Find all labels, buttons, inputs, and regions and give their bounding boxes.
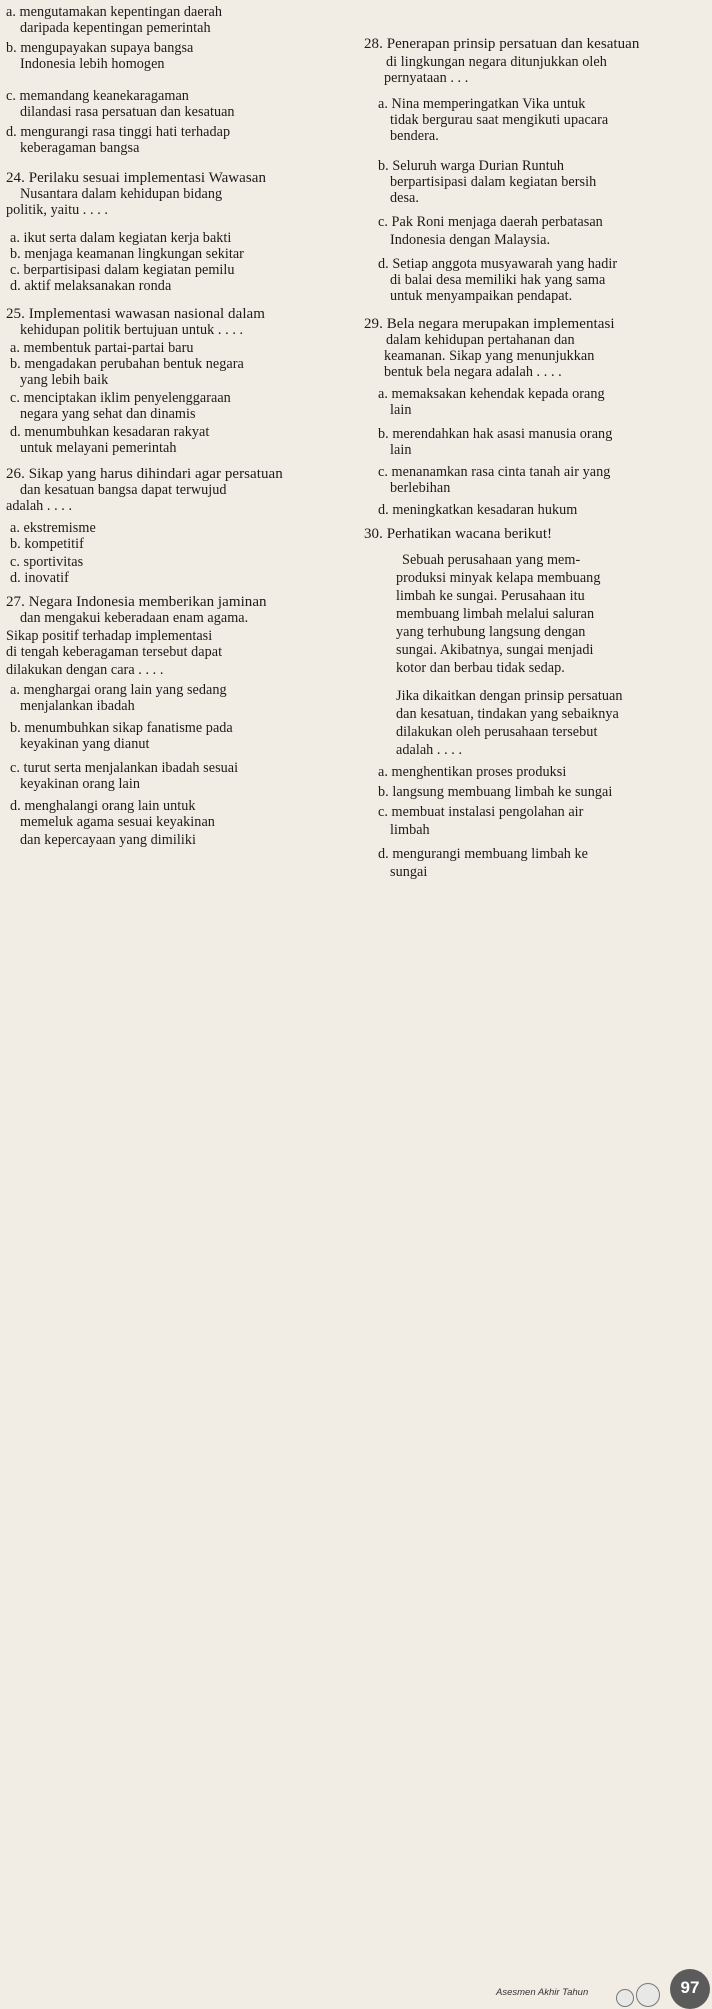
text-line: politik, yaitu . . . .	[6, 202, 108, 218]
text-line: c. membuat instalasi pengolahan air	[378, 804, 584, 820]
text-line: kehidupan politik bertujuan untuk . . . .	[20, 322, 244, 338]
text-line: a. menghentikan proses produksi	[378, 764, 567, 780]
text-line: Sebuah perusahaan yang mem-	[402, 552, 581, 568]
text-line: 30. Perhatikan wacana berikut!	[364, 526, 553, 542]
footer-label: Asesmen Akhir Tahun	[496, 1987, 589, 1998]
text-line: Indonesia lebih homogen	[20, 56, 165, 72]
text-line: untuk menyampaikan pendapat.	[390, 288, 573, 304]
text-line: limbah	[390, 822, 430, 838]
text-line: d. menghalangi orang lain untuk	[10, 798, 196, 814]
text-line: Nusantara dalam kehidupan bidang	[20, 186, 223, 202]
text-line: kotor dan berbau tidak sedap.	[396, 660, 565, 676]
text-line: Sikap positif terhadap implementasi	[6, 628, 213, 644]
text-line: a. mengutamakan kepentingan daerah	[6, 4, 222, 20]
text-line: Jika dikaitkan dengan prinsip persatuan	[396, 688, 623, 704]
text-line: c. memandang keanekaragaman	[6, 88, 189, 104]
text-line: b. langsung membuang limbah ke sungai	[378, 784, 613, 800]
text-line: bentuk bela negara adalah . . . .	[384, 364, 562, 380]
text-line: lain	[390, 402, 412, 418]
text-line: c. turut serta menjalankan ibadah sesuai	[10, 760, 239, 776]
text-line: c. Pak Roni menjaga daerah perbatasan	[378, 214, 603, 230]
text-line: 25. Implementasi wawasan nasional dalam	[6, 306, 265, 322]
text-line: dilandasi rasa persatuan dan kesatuan	[20, 104, 235, 120]
text-line: a. membentuk partai-partai baru	[10, 340, 194, 356]
text-line: membuang limbah melalui saluran	[396, 606, 595, 622]
text-line: b. Seluruh warga Durian Runtuh	[378, 158, 565, 174]
text-line: yang terhubung langsung dengan	[396, 624, 586, 640]
text-line: dan mengakui keberadaan enam agama.	[20, 610, 249, 626]
text-line: d. inovatif	[10, 570, 69, 586]
text-line: daripada kepentingan pemerintah	[20, 20, 211, 36]
text-line: d. aktif melaksanakan ronda	[10, 278, 172, 294]
text-line: lain	[390, 442, 412, 458]
text-line: 24. Perilaku sesuai implementasi Wawasan	[6, 170, 267, 186]
footer-dot-icon	[616, 1989, 634, 2007]
text-line: adalah . . . .	[396, 742, 463, 758]
text-line: sungai. Akibatnya, sungai menjadi	[396, 642, 594, 658]
text-line: sungai	[390, 864, 428, 880]
text-line: c. menciptakan iklim penyelenggaraan	[10, 390, 231, 406]
text-line: b. kompetitif	[10, 536, 84, 552]
text-line: negara yang sehat dan dinamis	[20, 406, 196, 422]
text-line: berpartisipasi dalam kegiatan bersih	[390, 174, 597, 190]
text-line: b. mengupayakan supaya bangsa	[6, 40, 194, 56]
text-line: keyakinan orang lain	[20, 776, 140, 792]
text-line: bendera.	[390, 128, 439, 144]
text-line: b. menjaga keamanan lingkungan sekitar	[10, 246, 244, 262]
text-line: tidak bergurau saat mengikuti upacara	[390, 112, 609, 128]
text-line: a. ikut serta dalam kegiatan kerja bakti	[10, 230, 232, 246]
footer-dot-icon	[636, 1983, 660, 2007]
text-line: untuk melayani pemerintah	[20, 440, 177, 456]
text-line: keamanan. Sikap yang menunjukkan	[384, 348, 595, 364]
text-line: a. ekstremisme	[10, 520, 96, 536]
text-line: d. meningkatkan kesadaran hukum	[378, 502, 578, 518]
text-line: pernyataan . . .	[384, 70, 469, 86]
text-line: memeluk agama sesuai keyakinan	[20, 814, 215, 830]
text-line: c. menanamkan rasa cinta tanah air yang	[378, 464, 611, 480]
text-line: produksi minyak kelapa membuang	[396, 570, 601, 586]
text-line: di balai desa memiliki hak yang sama	[390, 272, 606, 288]
text-line: dalam kehidupan pertahanan dan	[386, 332, 575, 348]
text-line: berlebihan	[390, 480, 451, 496]
text-line: menjalankan ibadah	[20, 698, 135, 714]
text-line: di tengah keberagaman tersebut dapat	[6, 644, 223, 660]
text-line: 28. Penerapan prinsip persatuan dan kesatuan	[364, 36, 640, 52]
text-line: keyakinan yang dianut	[20, 736, 150, 752]
text-line: d. menumbuhkan kesadaran rakyat	[10, 424, 210, 440]
text-line: desa.	[390, 190, 420, 206]
text-line: b. mengadakan perubahan bentuk negara	[10, 356, 244, 372]
text-line: c. sportivitas	[10, 554, 84, 570]
text-line: limbah ke sungai. Perusahaan itu	[396, 588, 585, 604]
text-line: d. mengurangi membuang limbah ke	[378, 846, 589, 862]
text-line: keberagaman bangsa	[20, 140, 140, 156]
text-line: b. merendahkan hak asasi manusia orang	[378, 426, 613, 442]
text-line: b. menumbuhkan sikap fanatisme pada	[10, 720, 233, 736]
text-line: 27. Negara Indonesia memberikan jaminan	[6, 594, 267, 610]
text-line: a. memaksakan kehendak kepada orang	[378, 386, 605, 402]
text-line: dan kesatuan, tindakan yang sebaiknya	[396, 706, 619, 722]
text-line: dan kepercayaan yang dimiliki	[20, 832, 196, 848]
text-line: 29. Bela negara merupakan implementasi	[364, 316, 615, 332]
page-footer	[0, 985, 712, 1998]
text-line: adalah . . . .	[6, 498, 73, 514]
text-line: di lingkungan negara ditunjukkan oleh	[386, 54, 607, 70]
text-line: yang lebih baik	[20, 372, 109, 388]
page-number: 97	[670, 1969, 710, 2009]
text-line: c. berpartisipasi dalam kegiatan pemilu	[10, 262, 235, 278]
text-line: dilakukan oleh perusahaan tersebut	[396, 724, 598, 740]
text-line: d. mengurangi rasa tinggi hati terhadap	[6, 124, 231, 140]
text-line: a. Nina memperingatkan Vika untuk	[378, 96, 586, 112]
text-line: dilakukan dengan cara . . . .	[6, 662, 164, 678]
text-line: dan kesatuan bangsa dapat terwujud	[20, 482, 227, 498]
text-line: Indonesia dengan Malaysia.	[390, 232, 551, 248]
text-line: a. menghargai orang lain yang sedang	[10, 682, 227, 698]
text-line: d. Setiap anggota musyawarah yang hadir	[378, 256, 618, 272]
text-line: 26. Sikap yang harus dihindari agar persatuan	[6, 466, 283, 482]
